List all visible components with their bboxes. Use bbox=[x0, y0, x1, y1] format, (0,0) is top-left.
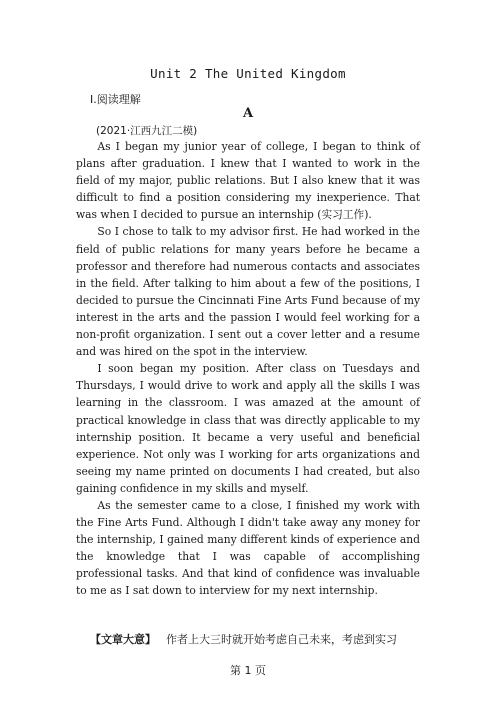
summary-text: 作者上大三时就开始考虑自己未来，考虑到实习 bbox=[166, 633, 397, 646]
unit-title: Unit 2 The United Kingdom bbox=[150, 66, 346, 81]
summary-line bbox=[90, 631, 430, 647]
page-number: 第 1 页 bbox=[230, 664, 266, 677]
paragraph: As the semester came to a close, I finished my work with the Fine Arts Fund. Although I didn't take away any money for the internship, I gained many different kinds of experience and the knowledge that I was capable of accomplishing professional tasks. And that kind of confidence was invaluable to me as I sat down to interview for my next internship. bbox=[76, 498, 420, 598]
passage-letter: A bbox=[242, 106, 254, 121]
paragraph: So I chose to talk to my advisor first. He had worked in the field of public relations for many years before he became a professor and therefore had numerous contacts and associates in the field. After talking to him about a few of the positions, I decided to pursue the Cincinnati Fine Arts Fund because of my interest in the arts and the passion I would feel working for a non-profit organization. I sent out a cover letter and a resume and was hired on the spot in the interview. bbox=[76, 225, 420, 359]
paragraph: As I began my junior year of college, I began to think of plans after graduation. I knew that I wanted to work in the field of my major, public relations. But I also knew that it was difficult to find a position considering my inexperience. That was when I decided to pursue an internship (实习工作). bbox=[76, 140, 420, 222]
section-heading: Ⅰ.阅读理解 bbox=[90, 93, 141, 106]
passage-body bbox=[76, 138, 420, 600]
passage-source: (2021·江西九江二模) bbox=[96, 125, 198, 137]
paragraph: I soon began my position. After class on Tuesdays and Thursdays, I would drive to work and apply all the skills I was learning in the classroom. I was amazed at the amount of practical knowledge in class that was directly applicable to my internship position. It became a very useful and beneficial experience. Not only was I working for arts organizations and seeing my name printed on documents I had created, but also gaining confidence in my skills and myself. bbox=[76, 362, 420, 495]
summary-label: 【文章大意】 bbox=[90, 633, 156, 646]
